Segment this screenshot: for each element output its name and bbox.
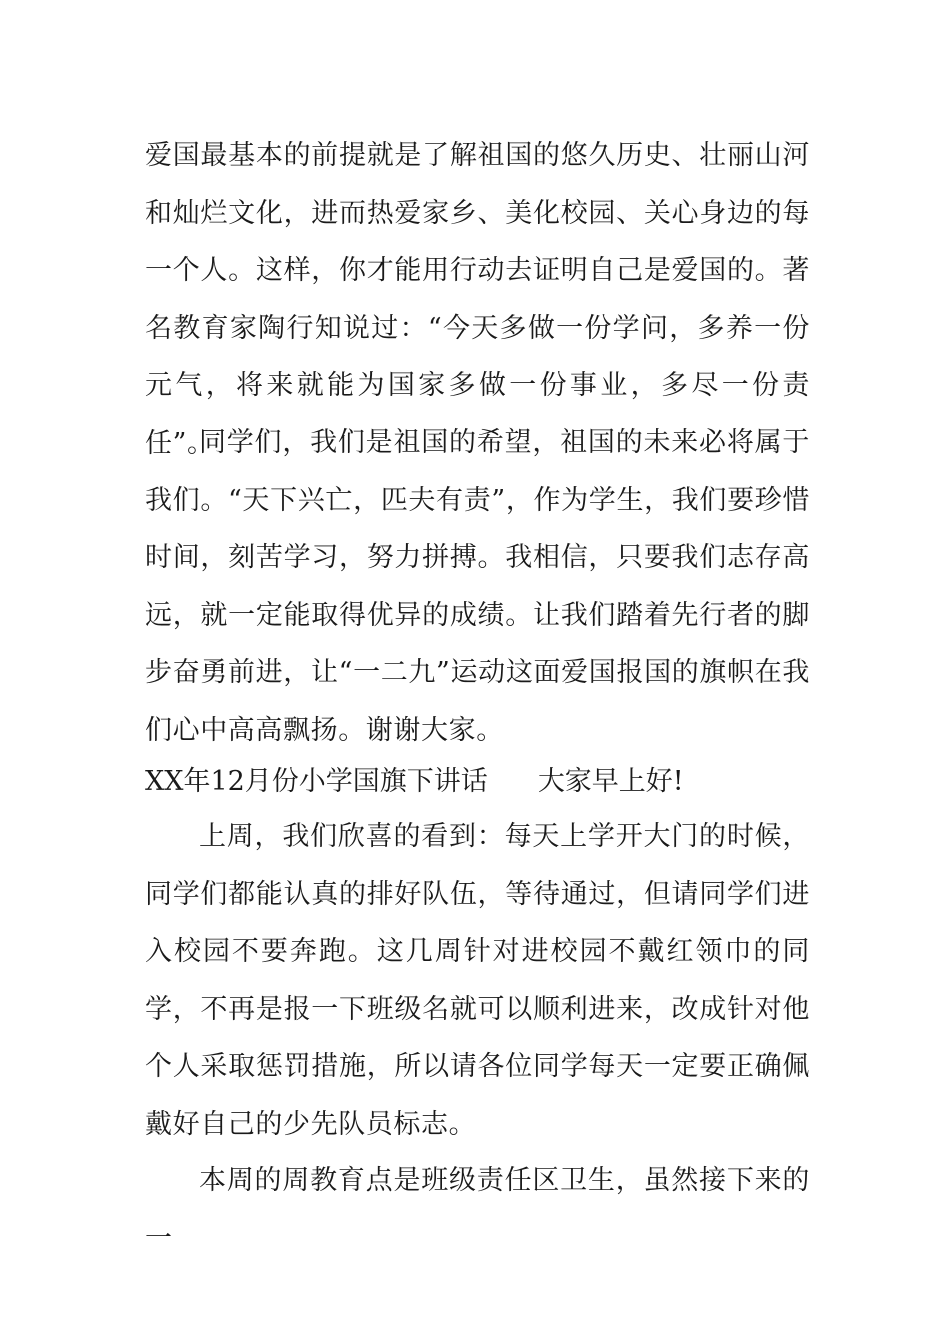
- paragraph-patriotism: 爱国最基本的前提就是了解祖国的悠久历史、壮丽山河和灿烂文化，进而热爱家乡、美化校园、关心身边的每一个人。这样，你才能用行动去证明自己是爱国的。著名教育家陶行知说过：“今天多做一份学问，多养一份元气，将来就能为国家多做一份事业，多尽一份责任”。: [145, 140, 810, 459]
- paragraph-hope: 同学们，我们是祖国的希望，祖国的未来必将属于我们。“天下兴亡，匹夫有责”，作为学生，我们要珍惜时间，刻苦学习，努力拼搏。我相信，只要我们志存高远，就一定能取得优异的成绩。让我们踏着先行者的脚步奋勇前进，让“一二九”运动这面爱国报国的旗帜在我们心中高高飘扬。谢谢大家。: [145, 427, 810, 746]
- greeting: 大家早上好!: [537, 766, 684, 797]
- speech-heading: [145, 760, 810, 804]
- section-title: XX年12月份小学国旗下讲话: [145, 766, 488, 797]
- paragraph-this-week: 本周的周教育点是班级责任区卫生，虽然接下来的一: [145, 1165, 810, 1254]
- paragraph-last-week: 上周，我们欣喜的看到：每天上学开大门的时候，同学们都能认真的排好队伍，等待通过，但请同学们进入校园不要奔跑。这几周针对进校园不戴红领巾的同学，不再是报一下班级名就可以顺利进来，改成针对他个人采取惩罚措施，所以请各位同学每天一定要正确佩戴好自己的少先队员标志。: [145, 821, 810, 1140]
